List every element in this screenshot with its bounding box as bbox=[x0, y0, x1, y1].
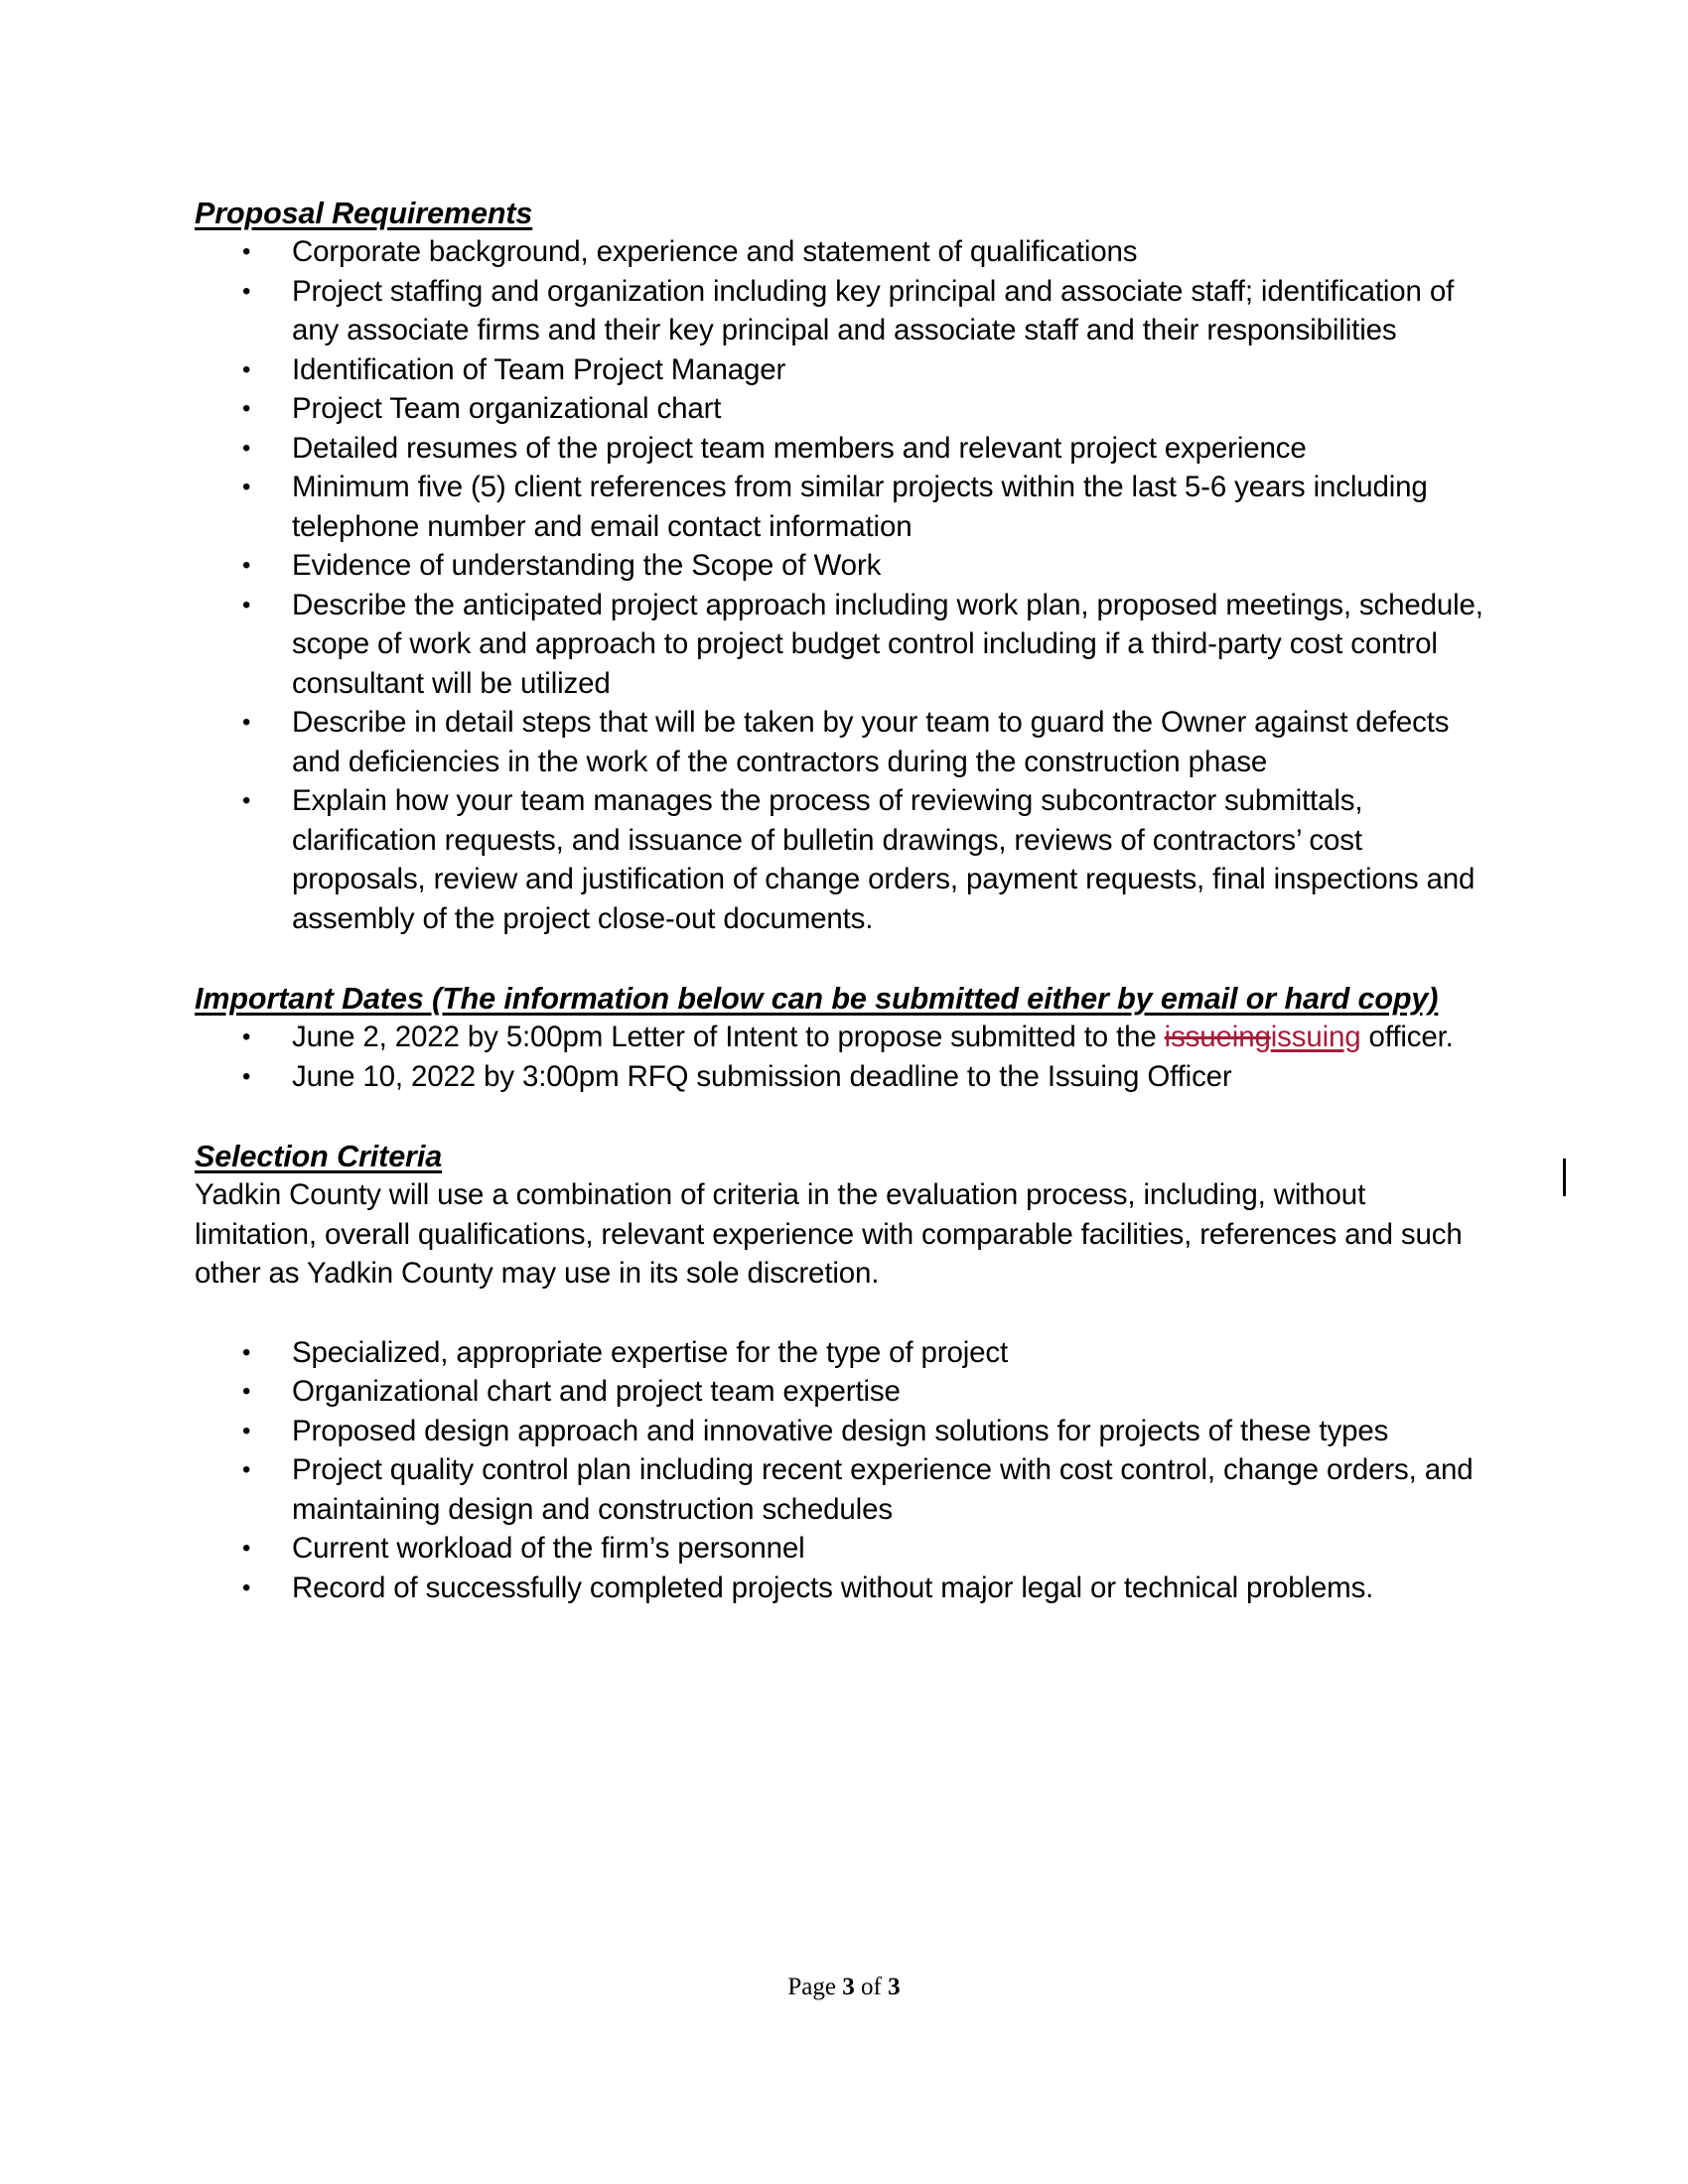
list-item-text: Proposed design approach and innovative design solutions for projects of these types bbox=[292, 1414, 1389, 1447]
bullet-icon: • bbox=[242, 709, 251, 736]
list-item bbox=[195, 1057, 1485, 1097]
footer-middle: of bbox=[854, 1974, 889, 2000]
bullet-icon: • bbox=[242, 1417, 251, 1444]
list-item bbox=[195, 1529, 1485, 1569]
selection-criteria-list bbox=[195, 1333, 1485, 1608]
list-item bbox=[195, 703, 1485, 781]
deleted-text: issueing bbox=[1164, 1021, 1271, 1053]
list-item bbox=[195, 1018, 1485, 1057]
list-item-text: Evidence of understanding the Scope of Work bbox=[292, 549, 882, 582]
inserted-text: issuing bbox=[1270, 1021, 1361, 1053]
list-item-text: Identification of Team Project Manager bbox=[292, 352, 786, 386]
footer-prefix: Page bbox=[787, 1974, 843, 2000]
list-item-text: Describe in detail steps that will be taken by your team to guard the Owner against defects and deficiencies in the work of the contractors during the construction phase bbox=[292, 706, 1450, 778]
bullet-icon: • bbox=[242, 1062, 251, 1090]
list-item-text: Record of successfully completed projects without major legal or technical problems. bbox=[292, 1570, 1374, 1604]
bullet-icon: • bbox=[242, 1378, 251, 1405]
list-item-text: Current workload of the firm’s personnel bbox=[292, 1532, 805, 1565]
list-item bbox=[195, 586, 1485, 704]
list-item bbox=[195, 429, 1485, 469]
list-item bbox=[195, 468, 1485, 546]
bullet-icon: • bbox=[242, 552, 251, 579]
spacer bbox=[195, 938, 1485, 980]
footer-current-page: 3 bbox=[842, 1974, 855, 2000]
list-item-text: Specialized, appropriate expertise for the type of project bbox=[292, 1335, 1009, 1369]
bullet-icon: • bbox=[242, 355, 251, 383]
selection-criteria-paragraph: Yadkin County will use a combination of criteria in the evaluation process, including, without limitation, overall qualifications, relevant experience with comparable facilities, references and such other as Yadkin County may use in its sole discretion. bbox=[195, 1178, 1463, 1290]
list-item-text-prefix: June 2, 2022 by 5:00pm Letter of Intent to propose submitted to the bbox=[292, 1021, 1165, 1053]
list-item bbox=[195, 1412, 1485, 1451]
section-heading-proposal-requirements: Proposal Requirements bbox=[195, 197, 533, 230]
list-item-text: Describe the anticipated project approach including work plan, proposed meetings, schedule, scope of work and approach to project budget control including if a third-party cost control consultant will be utilized bbox=[292, 588, 1483, 700]
bullet-icon: • bbox=[242, 474, 251, 500]
list-item-text-suffix: officer. bbox=[1360, 1021, 1454, 1053]
list-item-text: Explain how your team manages the process of reviewing subcontractor submittals, clarification requests, and issuance of bulletin drawings, reviews of contractors’ cost proposals, review and justification of change orders, payment requests, final inspections and assembly of the project close-out documents. bbox=[292, 784, 1476, 935]
footer-total-pages: 3 bbox=[888, 1974, 901, 2000]
bullet-icon: • bbox=[242, 787, 251, 814]
list-item bbox=[195, 350, 1485, 390]
list-item bbox=[195, 546, 1485, 586]
bullet-icon: • bbox=[242, 1456, 251, 1483]
bullet-icon: • bbox=[242, 238, 251, 265]
bullet-icon: • bbox=[242, 277, 251, 305]
list-item bbox=[195, 272, 1485, 350]
bullet-icon: • bbox=[242, 591, 251, 618]
list-item bbox=[195, 1569, 1485, 1608]
spacer bbox=[195, 1294, 1485, 1333]
list-item-text: Organizational chart and project team expertise bbox=[292, 1375, 901, 1408]
list-item-text: Corporate background, experience and statement of qualifications bbox=[292, 235, 1138, 268]
proposal-requirements-list bbox=[195, 232, 1485, 938]
list-item bbox=[195, 1372, 1485, 1412]
list-item-text: Project Team organizational chart bbox=[292, 392, 722, 425]
list-item bbox=[195, 1333, 1485, 1373]
list-item-text: Detailed resumes of the project team members and relevant project experience bbox=[292, 431, 1307, 465]
section-heading-selection-criteria: Selection Criteria bbox=[195, 1140, 443, 1173]
bullet-icon: • bbox=[242, 1338, 251, 1366]
page-footer bbox=[0, 1974, 1688, 2001]
bullet-icon: • bbox=[242, 1573, 251, 1601]
bullet-icon: • bbox=[242, 1024, 251, 1050]
spacer bbox=[195, 1096, 1485, 1138]
section-heading-important-dates: Important Dates (The information below can be submitted either by email or hard copy) bbox=[195, 982, 1439, 1016]
bullet-icon: • bbox=[242, 434, 251, 462]
bullet-icon: • bbox=[242, 1535, 251, 1562]
bullet-icon: • bbox=[242, 395, 251, 422]
change-bar-mark bbox=[1563, 1159, 1566, 1196]
list-item bbox=[195, 781, 1485, 938]
list-item-text: Project quality control plan including recent experience with cost control, change orders, and maintaining design and construction schedules bbox=[292, 1453, 1474, 1526]
important-dates-list bbox=[195, 1018, 1485, 1096]
list-item bbox=[195, 1450, 1485, 1529]
list-item bbox=[195, 232, 1485, 272]
list-item-text: Project staffing and organization including key principal and associate staff; identification of any associate firms and their key principal and associate staff and their responsibilities bbox=[292, 274, 1455, 346]
list-item-text: June 10, 2022 by 3:00pm RFQ submission deadline to the Issuing Officer bbox=[292, 1059, 1232, 1093]
list-item bbox=[195, 389, 1485, 429]
document-body bbox=[195, 195, 1485, 1607]
list-item-text: Minimum five (5) client references from similar projects within the last 5-6 years including telephone number and email contact information bbox=[292, 471, 1428, 543]
